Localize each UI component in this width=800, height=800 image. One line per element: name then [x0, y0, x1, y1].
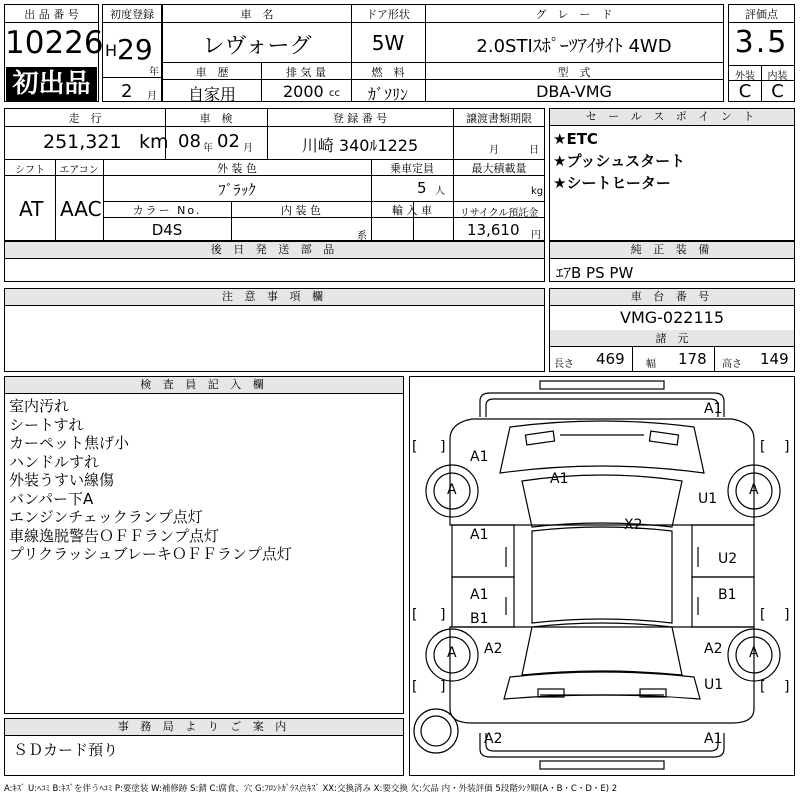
model: DBA-VMG — [536, 82, 612, 101]
air-conditioner: AAC — [60, 197, 102, 221]
mark-door-fl: A1 — [470, 527, 489, 543]
reg-year: 29 — [117, 33, 153, 66]
rear-bracket-right: [ — [760, 679, 766, 695]
mark-hood-left: A1 — [470, 449, 489, 465]
dimensions-label: 諸 元 — [550, 330, 794, 346]
chassis-box — [549, 288, 795, 372]
equipment-label: 純 正 装 備 — [550, 242, 794, 259]
side-bracket-left-close: ] — [440, 607, 446, 623]
history: 自家用 — [187, 85, 236, 104]
grade-label: グ レ ー ド — [535, 8, 613, 21]
mirror-bracket-left-close: ] — [440, 439, 446, 455]
mileage-unit: km — [139, 131, 169, 153]
exterior-color: ﾌﾞﾗｯｸ — [218, 181, 256, 199]
car-name-label: 車 名 — [240, 8, 274, 21]
mark-wheel-fl: A — [447, 482, 457, 498]
rear-bracket-left-close: ] — [440, 679, 446, 695]
mark-door-rl: A1 — [470, 587, 489, 603]
first-registration-box — [102, 4, 162, 102]
sales-point-item: ★シートヒーター — [553, 174, 671, 192]
inspection-year: 08 — [178, 131, 201, 152]
transfer-month: 月 — [489, 145, 499, 156]
office-label: 事 務 局 よ り ご 案 内 — [5, 719, 403, 736]
chassis-number: VMG-022115 — [620, 308, 724, 327]
chassis-label: 車 台 番 号 — [550, 289, 794, 306]
notes-label: 注 意 事 項 欄 — [5, 289, 544, 306]
mark-hood-center: A1 — [550, 471, 569, 487]
ac-label: エアコン — [59, 165, 99, 176]
mirror-bracket-left: [ — [412, 439, 418, 455]
color-no-label: カラー No. — [132, 204, 202, 217]
month-unit: 月 — [147, 91, 157, 102]
inspector-note: 室内汚れ — [9, 397, 70, 415]
mirror-bracket-right-close: ] — [784, 439, 790, 455]
details-box — [4, 108, 545, 241]
recycle-unit: 円 — [531, 230, 541, 241]
mileage-label: 走 行 — [68, 112, 102, 125]
inspector-label: 検 査 員 記 入 欄 — [5, 377, 403, 394]
later-parts-box — [4, 241, 545, 282]
mirror-bracket-right: [ — [760, 439, 766, 455]
capacity: 5 — [417, 179, 427, 197]
model-label: 型 式 — [557, 66, 591, 79]
lot-number-box — [4, 4, 104, 102]
inspector-note: バンパー下A — [9, 489, 94, 508]
width-label: 幅 — [646, 359, 656, 370]
mark-front-bumper: A1 — [704, 401, 723, 417]
inspection-year-unit: 年 — [203, 143, 213, 154]
displacement-unit: cc — [329, 88, 340, 99]
color-label: 外 装 色 — [217, 162, 257, 175]
inspector-note: プリクラッシュブレーキＯＦＦランプ点灯 — [9, 545, 292, 563]
inspector-note: 外装うすい線傷 — [9, 471, 115, 489]
color-number: D4S — [151, 221, 183, 239]
reg-month: 2 — [121, 81, 133, 102]
length-label: 長さ — [554, 359, 574, 370]
recycle-fee: 13,610 — [467, 221, 520, 239]
inspector-note: 車線逸脱警告ＯＦＦランプ点灯 — [9, 526, 220, 545]
lot-number-label: 出 品 番 号 — [24, 8, 79, 21]
grade: 2.0STIｽﾎﾟｰﾂｱｲｻｲﾄ 4WD — [476, 36, 672, 57]
load-label: 最大積載量 — [471, 162, 527, 175]
inspector-note: シートすれ — [9, 415, 84, 434]
fuel: ｶﾞｿﾘﾝ — [367, 85, 408, 104]
office-box — [4, 718, 404, 776]
doors-label: ドア形状 — [366, 8, 410, 21]
car-diagram-box — [409, 376, 795, 776]
shift: AT — [19, 197, 44, 221]
import-label: 輸 入 車 — [392, 204, 432, 217]
score-box — [728, 4, 795, 102]
door-type: 5W — [371, 31, 405, 55]
interior-grade: C — [771, 81, 784, 102]
later-parts-label: 後 日 発 送 部 品 — [5, 242, 544, 259]
first-listing-badge: 初出品 — [6, 67, 97, 101]
load-unit: kg — [531, 186, 544, 197]
plate-label: 登 録 番 号 — [332, 112, 388, 125]
equipment-box — [549, 241, 795, 282]
height-value: 149 — [760, 350, 789, 368]
sales-points-box — [549, 108, 795, 241]
car-diagram — [410, 377, 794, 775]
year-unit: 年 — [149, 67, 159, 78]
score-label: 評価点 — [745, 8, 778, 21]
mark-rear-bumper-right: A1 — [704, 731, 723, 747]
mark-rear-right: A2 — [704, 641, 723, 657]
inspector-note: エンジンチェックランプ点灯 — [9, 508, 203, 526]
sales-point-item: ★プッシュスタート — [553, 152, 686, 170]
displacement-label: 排 気 量 — [286, 66, 326, 79]
inspection-label: 車 検 — [199, 112, 233, 125]
inspector-note: ハンドルすれ — [9, 452, 100, 471]
transfer-day: 日 — [529, 145, 539, 156]
rear-bracket-left: [ — [412, 679, 418, 695]
mark-door-rr: B1 — [718, 587, 737, 603]
vehicle-info-box — [162, 4, 724, 102]
lot-number: 10226 — [5, 25, 104, 61]
width-value: 178 — [678, 350, 707, 368]
mark-wheel-rl: A — [447, 645, 457, 661]
interior-color-unit: 系 — [357, 231, 367, 242]
displacement: 2000 — [283, 82, 324, 101]
rear-bracket-right-close: ] — [784, 679, 790, 695]
capacity-unit: 人 — [435, 186, 445, 197]
mark-door-fr: U2 — [718, 551, 738, 567]
legend: A:ｷｽﾞ U:ﾍｺﾐ B:ｷｽﾞを伴うﾍｺﾐ P:要塗装 W:補修跡 S:錆 C:腐食、穴 G:ﾌﾛﾝﾄｶﾞﾗｽ点ｷｽﾞ XX:交換済み X:要交換 欠:欠品 内・外装評価 5段階ﾗﾝｸ順(A・B・C・D・E) 2 — [4, 784, 618, 794]
inspection-month-unit: 月 — [243, 143, 253, 154]
side-bracket-right-close: ] — [784, 607, 790, 623]
inspector-note: カーペット焦げ小 — [9, 434, 130, 452]
length-value: 469 — [596, 350, 625, 368]
recycle-label: リサイクル預託金 — [459, 208, 539, 219]
mark-rear-left: A2 — [484, 641, 503, 657]
car-name: レヴォーグ — [202, 34, 312, 59]
notes-box — [4, 288, 545, 372]
mark-roof: X2 — [624, 517, 643, 533]
capacity-label: 乗車定員 — [390, 162, 434, 175]
first-registration-label: 初度登録 — [110, 8, 154, 21]
interior-color-label: 内 装 色 — [281, 204, 321, 217]
mark-rear-bumper-left: A2 — [484, 731, 503, 747]
mark-door-rl-2: B1 — [470, 611, 489, 627]
inspection-month: 02 — [217, 131, 240, 152]
inspector-box — [4, 376, 404, 714]
fuel-label: 燃 料 — [371, 66, 405, 79]
sales-points-label: セ ー ル ス ポ イ ン ト — [550, 109, 794, 126]
sales-point-item: ★ETC — [553, 130, 598, 148]
equipment-value: ｴｱB PS PW — [556, 264, 634, 282]
side-bracket-right: [ — [760, 607, 766, 623]
era: H — [105, 41, 118, 60]
mileage: 251,321 — [43, 131, 122, 153]
mark-rear-right-2: U1 — [704, 677, 724, 693]
side-bracket-left: [ — [412, 607, 418, 623]
mark-wheel-fr: A — [749, 482, 759, 498]
transfer-label: 譲渡書類期限 — [466, 112, 532, 125]
shift-label: シフト — [15, 165, 45, 176]
mark-wheel-rr: A — [749, 645, 759, 661]
history-label: 車 歴 — [195, 66, 229, 79]
plate-number: 川崎 340ﾙ1225 — [301, 136, 419, 155]
interior-label: 内装 — [767, 71, 788, 82]
exterior-label: 外装 — [735, 71, 755, 82]
height-label: 高さ — [722, 359, 742, 370]
score: 3.5 — [734, 25, 789, 60]
exterior-grade: C — [738, 81, 752, 102]
mark-fender-right: U1 — [698, 491, 718, 507]
office-message: ＳＤカード預り — [13, 741, 119, 759]
